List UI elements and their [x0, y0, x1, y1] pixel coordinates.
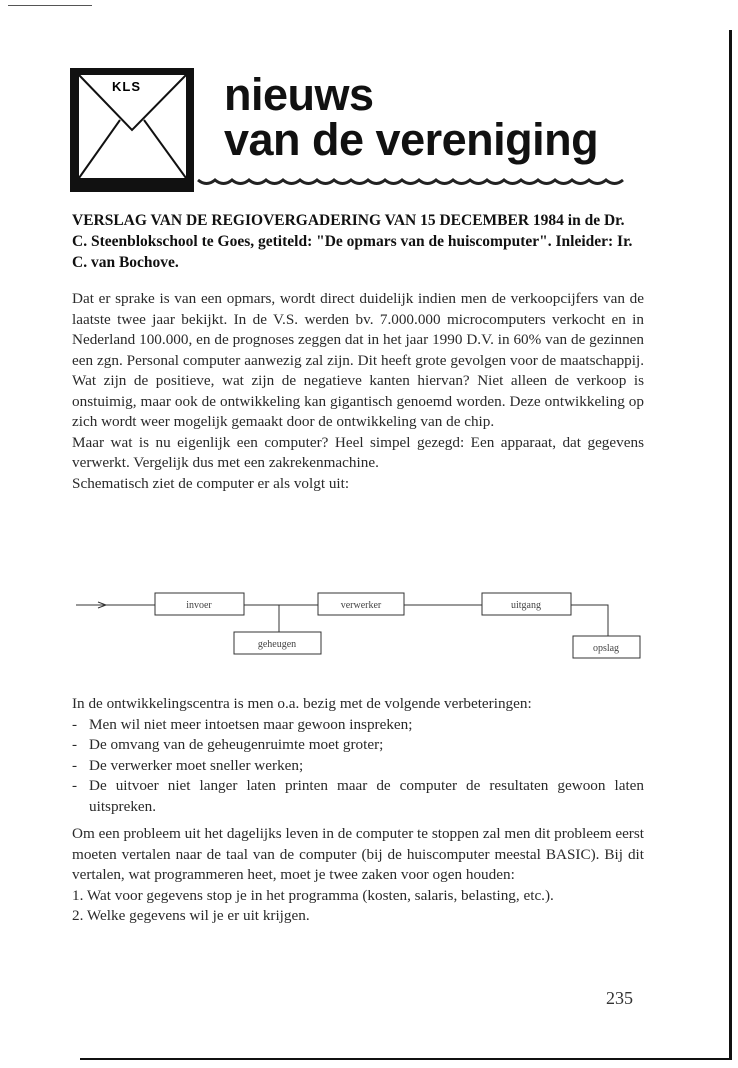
diagram-input-label: invoer [186, 600, 212, 611]
programming-section [72, 824, 644, 927]
intro-paragraph-2: Maar wat is nu eigenlijk een computer? Heel simpel gezegd: Een apparaat, dat gegevens verwerkt. Vergelijk dus met een zakrekenmachine. [72, 433, 644, 471]
list-item: - De verwerker moet sneller werken; [72, 756, 304, 774]
diagram-memory-label: geheugen [257, 639, 297, 650]
list-item: - Men wil niet meer intoetsen maar gewoon inspreken; [72, 715, 413, 733]
logo-text: KLS [112, 79, 141, 94]
article-heading: VERSLAG VAN DE REGIOVERGADERING VAN 15 DECEMBER 1984 in de Dr. C. Steenblokschool te Goes, getiteld: "De opmars van de huiscomputer". Inleider: Ir. C. van Bochove. [72, 212, 633, 271]
diagram-output-label: uitgang [511, 600, 541, 611]
programming-point-1: 1. Wat voor gegevens stop je in het programma (kosten, salaris, belasting, etc.). [72, 886, 554, 904]
title-line-2: van de vereniging [224, 114, 599, 165]
improvements-intro: In de ontwikkelingscentra is men o.a. bezig met de volgende verbeteringen: [72, 695, 532, 712]
list-item: - De omvang van de geheugenruimte moet groter; [72, 736, 384, 753]
bottom-rule [80, 1058, 732, 1060]
intro-paragraph-3: Schematisch ziet de computer er als volgt uit: [72, 474, 350, 492]
top-rule [8, 5, 92, 6]
diagram-processor-label: verwerker [340, 600, 382, 611]
improvements-section [72, 694, 644, 817]
programming-point-2: 2. Welke gegevens wil je er uit krijgen. [72, 907, 310, 924]
intro-text [72, 289, 644, 494]
diagram-storage-label: opslag [592, 643, 620, 654]
page-number: 235 [606, 988, 633, 1008]
programming-paragraph: Om een probleem uit het dagelijks leven in de computer te stoppen zal men dit probleem eerst moeten vertalen naar de taal van de computer (bij de huiscomputer meestal BASIC). Bij dit vertalen, wat programmeren heet, moet je twee zaken voor ogen houden: [72, 825, 644, 883]
intro-paragraph-1: Dat er sprake is van een opmars, wordt direct duidelijk indien men de verkoopcijfers van de laatste twee jaar bekijkt. In de V.S. werden bv. 7.000.000 microcomputers verkocht en in Nederland 100.000, en de prognoses zeggen dat in het jaar 1990 D.V. in 60% van de gezinnen een zgn. Personal computer aanwezig zal zijn. Dit heeft grote gevolgen voor de maatschappij. Wat zijn de positieve, wat zijn de negatieve kanten hiervan? Niet alleen de verkoop is onstuimig, maar ook de ontwikkeling kan gigantisch genoemd worden. Deze ontwikkeling op zich wordt weer mogelijk gemaakt door de ontwikkeling van de chip. [72, 290, 644, 430]
wavy-underline [196, 176, 626, 188]
list-item: - De uitvoer niet langer laten printen maar de computer de resultaten gewoon laten uitspreken. [72, 777, 644, 815]
title-line-1: nieuws [224, 69, 374, 120]
section-title [224, 69, 599, 165]
page-edge-shadow [729, 30, 732, 1060]
improvements-list [72, 715, 644, 818]
